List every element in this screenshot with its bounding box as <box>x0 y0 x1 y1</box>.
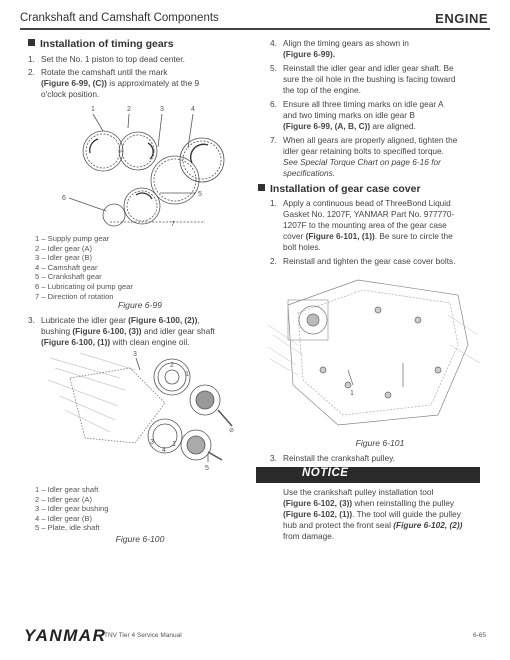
fig100-label-4: 4 <box>162 447 166 454</box>
legend-item: 2 – Idler gear (A) <box>35 494 92 504</box>
step-6: 6. Ensure all three timing marks on idle gear A and two timing marks on idle gear B (Figure 6-99, (A, B, C)) are aligned. <box>270 99 444 131</box>
legend-item: 5 – Plate, idle shaft <box>35 523 100 533</box>
svg-text:⊘: ⊘ <box>229 428 235 434</box>
figure-6-100-diagram <box>40 348 250 474</box>
figure-6-101-caption: Figure 6-101 <box>355 438 405 448</box>
legend-item: 4 – Idler gear (B) <box>35 513 92 523</box>
fig100-label-1-top: 1 <box>185 371 189 378</box>
header-rule <box>20 28 490 30</box>
fig100-label-3: 3 <box>150 439 154 446</box>
figure-6-101-diagram <box>268 275 483 435</box>
fig100-label-3-top: 3 <box>133 351 137 358</box>
fig99-label-3: 3 <box>160 106 164 113</box>
supply-pump-gear <box>83 131 123 171</box>
legend-item: 6 – Lubricating oil pump gear <box>35 281 133 291</box>
gear-case-step-3: 3. Reinstall the crankshaft pulley. <box>270 453 395 463</box>
figure-6-99-legend <box>35 234 235 301</box>
page-header-section: ENGINE <box>435 11 488 26</box>
step-4: 4. Align the timing gears as shown in (Figure 6-99). <box>270 38 409 59</box>
page-header-title: Crankshaft and Camshaft Components <box>20 12 219 24</box>
fig99-label-2: 2 <box>127 106 131 113</box>
yanmar-logo: YANMAR <box>24 626 107 645</box>
section-heading-gear-case-cover: Installation of gear case cover <box>258 183 421 195</box>
bullet-square-icon <box>28 39 35 46</box>
idler-gear-b <box>151 156 199 204</box>
step-2: 2. Rotate the camshaft until the mark (Figure 6-99, (C)) is approximately at the 9 o'clock position. <box>28 67 200 99</box>
legend-item: 7 – Direction of rotation <box>35 291 114 301</box>
notice-banner <box>256 467 480 483</box>
fig99-label-7: 7 <box>171 221 175 228</box>
fig100-label-5: 5 <box>205 465 209 472</box>
fig99-label-5: 5 <box>198 191 202 198</box>
idler-gear-a <box>119 132 157 170</box>
legend-item: 1 – Idler gear shaft <box>35 485 99 494</box>
oil-pump-gear <box>103 204 125 226</box>
fig99-label-1: 1 <box>91 106 95 113</box>
legend-item: 5 – Crankshaft gear <box>35 272 102 282</box>
fig99-label-4: 4 <box>191 106 195 113</box>
legend-item: 1 – Supply pump gear <box>35 234 110 243</box>
fig99-label-6: 6 <box>62 195 66 202</box>
legend-item: 4 – Camshaft gear <box>35 262 98 272</box>
step-1: 1. Set the No. 1 piston to top dead center. <box>28 54 185 64</box>
bullet-square-icon <box>258 184 265 191</box>
fig100-label-1: 1 <box>172 441 176 448</box>
section-heading-timing-gears: Installation of timing gears <box>28 38 174 50</box>
figure-6-100-caption: Figure 6-100 <box>115 534 165 544</box>
figure-6-99-caption: Figure 6-99 <box>118 300 162 310</box>
gear-case-step-2: 2. Reinstall and tighten the gear case cover bolts. <box>270 256 456 266</box>
step-3: 3. Lubricate the idler gear (Figure 6-100, (2)), bushing (Figure 6-100, (3)) and idler gear shaft (Figure 6-100, (1)) with clean engine oil. <box>28 315 215 347</box>
figure-6-99-diagram <box>40 103 240 228</box>
notice-label: NOTICE <box>302 467 349 479</box>
fig100-label-2: 2 <box>170 362 174 369</box>
legend-item: 3 – Idler gear (B) <box>35 253 92 263</box>
legend-item: 2 – Idler gear (A) <box>35 243 92 253</box>
notice-text: Use the crankshaft pulley installation tool (Figure 6-102, (3)) when reinstalling the pulley (Figure 6-102, (1)). The tool will guide the pulley hub and protect the front seal (Figure 6-102, (2)) from damage. <box>283 487 463 541</box>
gear-case-step-1: 1. Apply a continuous bead of ThreeBond Liquid Gasket No. 1207F, YANMAR Part No. 977770- 1207F to the mounting area of the gear case cover (Figure 6-101, (1)). Be sure to circle the bolt holes. <box>270 198 455 252</box>
figure-6-100-legend <box>35 485 235 533</box>
step-7: 7. When all gears are properly aligned, tighten the idler gear retaining bolts to specified torque. See Special Torque Chart on page 6-16 for specifications. <box>270 135 458 178</box>
step-5: 5. Reinstall the idler gear and idler gear shaft. Be sure the oil hole in the bushing is facing toward the top of the engine. <box>270 63 456 95</box>
legend-item: 3 – Idler gear bushing <box>35 504 109 514</box>
footer-page-number: 6-65 <box>472 632 486 639</box>
footer-manual-title: TNV Tier 4 Service Manual <box>104 632 182 639</box>
fig101-label-1: 1 <box>350 390 354 397</box>
